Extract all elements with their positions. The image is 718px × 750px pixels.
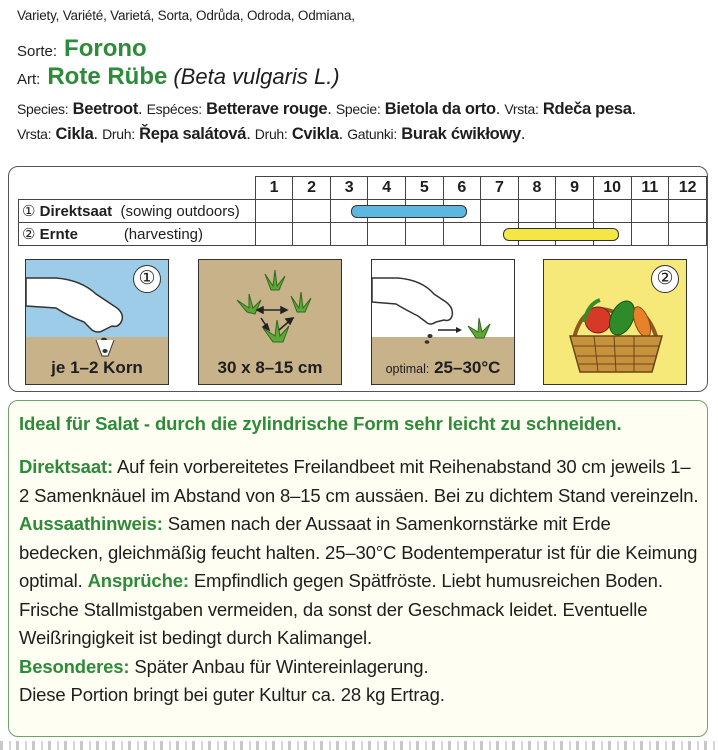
species-value: Cvikla	[291, 125, 339, 143]
sorte-row	[17, 36, 147, 65]
month-9: 9	[556, 177, 594, 200]
temperature-caption	[372, 358, 514, 378]
species-value: Bietola da orto	[384, 100, 496, 118]
month-12: 12	[669, 177, 707, 200]
species-label: Druh:	[102, 126, 135, 142]
art-row	[17, 64, 340, 93]
month-4: 4	[368, 177, 406, 200]
description-panel	[8, 400, 708, 737]
species-label: Vrsta:	[17, 126, 52, 142]
month-5: 5	[406, 177, 444, 200]
row-title: Ernte	[39, 226, 78, 243]
species-value: Řepa salátová	[139, 125, 247, 143]
species-value: Burak ćwikłowy	[401, 125, 521, 143]
varieties-line: Variety, Variété, Varietá, Sorta, Odrůda, Odroda, Odmiana,	[17, 8, 355, 23]
temperature-value: 25–30°C	[434, 358, 501, 377]
species-label: Druh:	[254, 126, 288, 142]
calendar-corner	[19, 177, 256, 200]
ansprueche-text: Empfindlich gegen Spätfröste. Liebt humusreichen Boden. Frische Stallmistgaben vermeiden, da sonst der Geschmack leidet. Eventuelle Weißringigkeit ist bedingt durch Kalimangel.	[19, 570, 663, 648]
seed-pictogram	[25, 259, 169, 385]
species-line-1: Species: Beetroot. Espéces: Betterave rouge. Specie: Bietola da orto. Vrsta: Rdeča pesa.	[17, 100, 636, 118]
month-7: 7	[481, 177, 519, 200]
row-number: ②	[22, 226, 36, 243]
cropped-footer-text	[0, 741, 718, 750]
besonderes-label: Besonderes:	[19, 655, 130, 677]
aussaat-label: Aussaathinweis:	[19, 513, 163, 534]
row-translation: (harvesting)	[123, 226, 204, 243]
species-line-2: Vrsta: Cikla. Druh: Řepa salátová. Druh: Cvikla. Gatunki: Burak ćwikłowy.	[17, 125, 526, 143]
species-value: Cikla	[55, 125, 94, 143]
portion-text: Diese Portion bringt bei guter Kultur ca. 28 kg Ertrag.	[19, 684, 445, 705]
ansprueche-label: Ansprüche:	[87, 570, 189, 591]
temperature-pictogram	[371, 259, 515, 385]
month-2: 2	[293, 177, 331, 200]
row-label	[19, 223, 256, 246]
species-label: Species:	[17, 101, 69, 117]
month-8: 8	[518, 177, 556, 200]
step-badge-2: ②	[651, 265, 679, 293]
sorte-value: Forono	[64, 35, 147, 62]
species-label: Gatunki:	[347, 126, 397, 142]
row-translation: (sowing outdoors)	[120, 203, 240, 220]
direktsaat-text: Auf fein vorbereitetes Freilandbeet mit Reihenabstand 30 cm jeweils 1–2 Samenknäuel im Abstand von 8–15 cm aussäen. Bei zu dichtem Stand vereinzeln.	[19, 456, 699, 506]
month-1: 1	[255, 177, 293, 200]
month-10: 10	[593, 177, 631, 200]
month-11: 11	[631, 177, 669, 200]
direktsaat-label: Direktsaat:	[19, 456, 113, 477]
calendar-row-ernte	[19, 223, 707, 246]
description-text	[19, 453, 699, 710]
sowing-calendar	[18, 176, 707, 246]
sorte-label: Sorte:	[17, 43, 58, 60]
headline: Ideal für Salat - durch die zylindrische Form sehr leicht zu schneiden.	[19, 413, 622, 434]
species-value: Rdeča pesa	[542, 100, 632, 118]
aussaat-text: Samen nach der Aussaat in Samenkornstärke mit Erde bedecken, gleichmäßig feucht halten. 25–30°C Bodentemperatur ist für die Keimung optimal.	[19, 513, 698, 591]
seed-caption: je 1–2 Korn	[51, 358, 143, 377]
species-value: Beetroot	[72, 100, 139, 118]
calendar-row-direktsaat	[19, 200, 707, 223]
row-label	[19, 200, 256, 223]
art-value: Rote Rübe	[47, 63, 168, 90]
month-6: 6	[443, 177, 481, 200]
step-badge-1: ①	[133, 265, 161, 293]
month-header-row	[19, 177, 707, 200]
row-title: Direktsaat	[39, 203, 113, 220]
spacing-caption: 30 x 8–15 cm	[217, 358, 323, 377]
month-3: 3	[330, 177, 368, 200]
harvest-pictogram	[543, 259, 687, 385]
besonderes-text: Später Anbau für Wintereinlagerung.	[129, 655, 429, 677]
temperature-prefix: optimal:	[385, 362, 430, 376]
art-latin: (Beta vulgaris L.)	[173, 64, 340, 89]
species-label: Espéces:	[146, 101, 202, 117]
row-number: ①	[22, 203, 36, 220]
species-label: Vrsta:	[504, 101, 539, 117]
species-value: Betterave rouge	[206, 100, 328, 118]
art-label: Art:	[17, 71, 41, 88]
species-label: Specie:	[335, 101, 381, 117]
spacing-pictogram	[198, 259, 342, 385]
